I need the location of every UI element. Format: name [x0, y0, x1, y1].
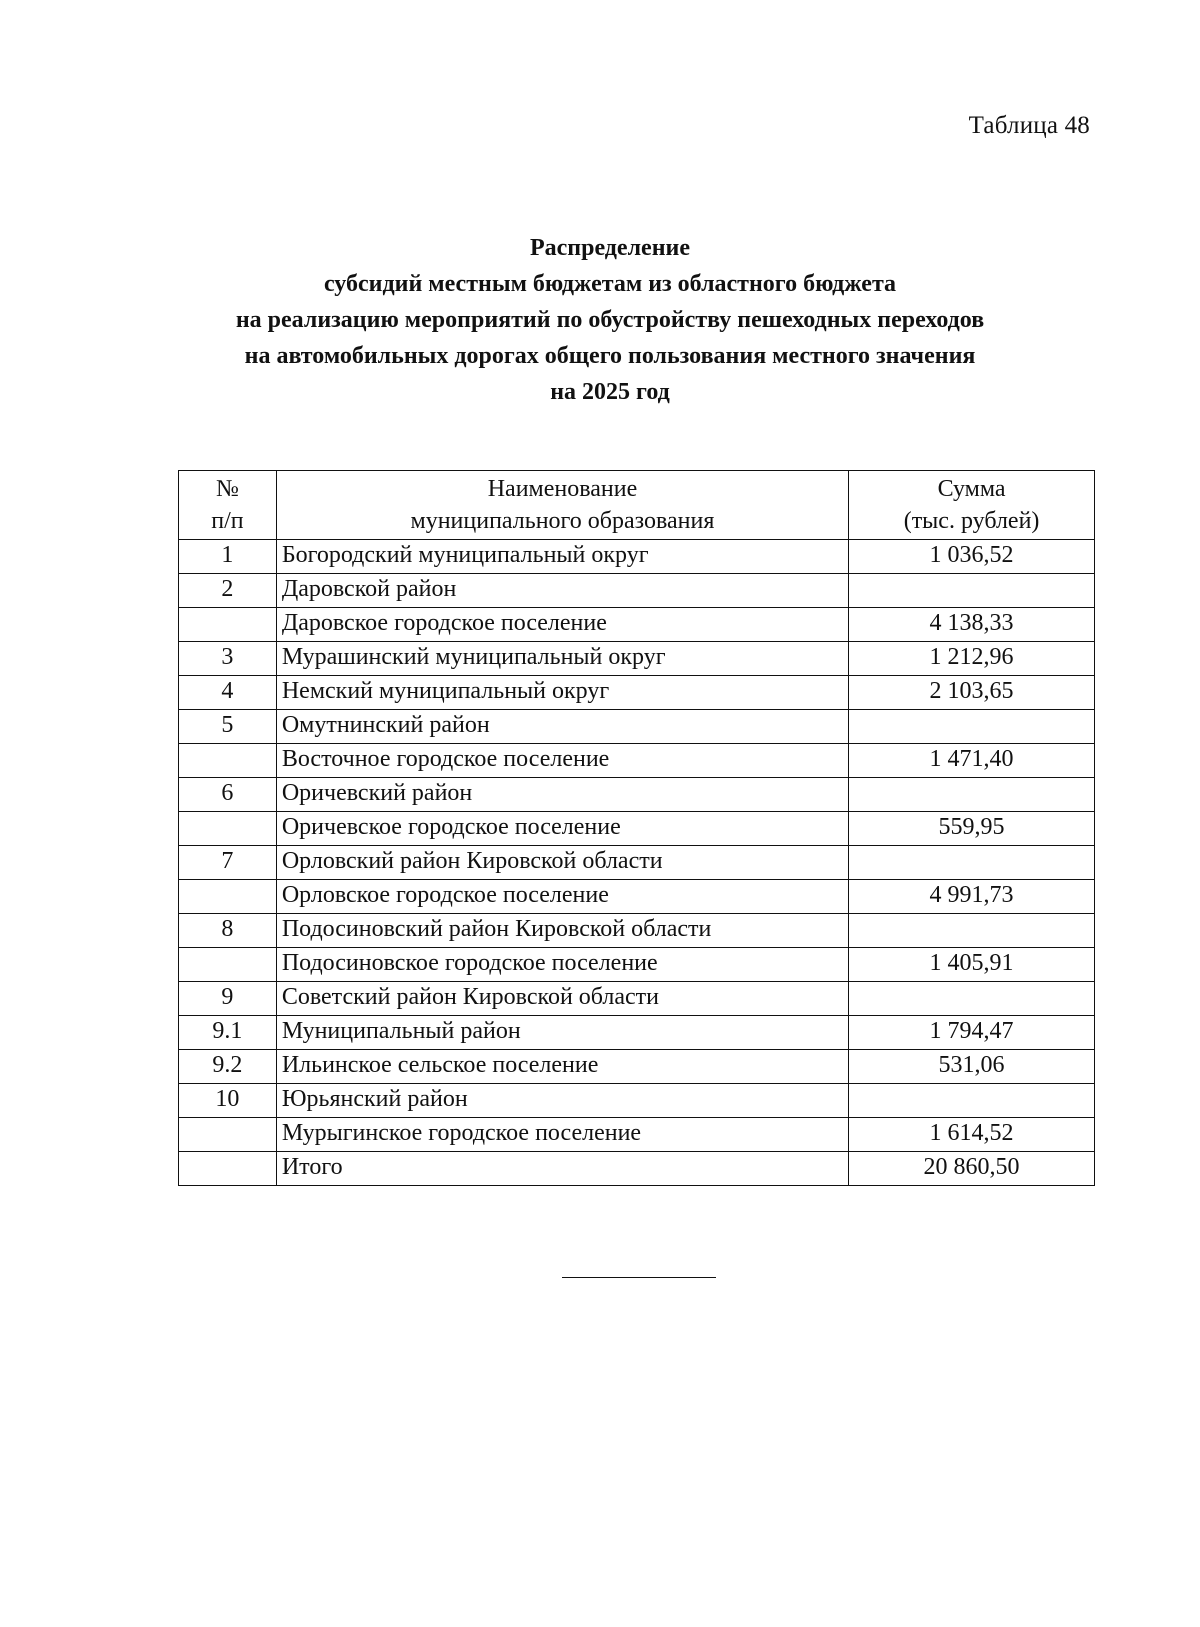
table-row	[179, 1084, 1095, 1118]
header-sum	[849, 471, 1095, 540]
row-number: 5	[179, 710, 277, 744]
row-sum: 4 138,33	[849, 608, 1095, 642]
row-sum: 1 794,47	[849, 1016, 1095, 1050]
row-number: 4	[179, 676, 277, 710]
table-row	[179, 710, 1095, 744]
table-row	[179, 880, 1095, 914]
row-name: Даровской район	[276, 574, 848, 608]
table-row	[179, 914, 1095, 948]
row-name: Ильинское сельское поселение	[276, 1050, 848, 1084]
row-number: 6	[179, 778, 277, 812]
title-line: субсидий местным бюджетам из областного бюджета	[323, 271, 897, 297]
table-header-row	[179, 471, 1095, 540]
row-name: Юрьянский район	[276, 1084, 848, 1118]
row-name: Омутнинский район	[276, 710, 848, 744]
header-number	[179, 471, 277, 540]
row-sum: 1 036,52	[849, 540, 1095, 574]
header-name-line1: Наименование	[487, 476, 638, 502]
title-line: Распределение	[529, 235, 691, 261]
header-sum-line1: Сумма	[937, 476, 1006, 502]
row-sum: 1 212,96	[849, 642, 1095, 676]
total-label: Итого	[276, 1152, 848, 1186]
row-number	[179, 948, 277, 982]
row-sum: 2 103,65	[849, 676, 1095, 710]
table-row	[179, 982, 1095, 1016]
row-number: 9.2	[179, 1050, 277, 1084]
row-name: Богородский муниципальный округ	[276, 540, 848, 574]
table-row	[179, 744, 1095, 778]
header-number-line2: п/п	[211, 508, 244, 534]
row-name: Подосиновское городское поселение	[276, 948, 848, 982]
table-row	[179, 846, 1095, 880]
end-divider	[562, 1277, 716, 1278]
table-row	[179, 608, 1095, 642]
table-number: Таблица 48	[968, 112, 1090, 139]
row-number: 9	[179, 982, 277, 1016]
row-sum	[849, 778, 1095, 812]
row-name: Оричевское городское поселение	[276, 812, 848, 846]
row-number: 8	[179, 914, 277, 948]
row-name: Муниципальный район	[276, 1016, 848, 1050]
header-sum-line2: (тыс. рублей)	[903, 508, 1040, 534]
table-row	[179, 1050, 1095, 1084]
title-line: на автомобильных дорогах общего пользования местного значения	[244, 343, 976, 369]
table-row	[179, 1016, 1095, 1050]
row-sum	[849, 574, 1095, 608]
row-name: Орловское городское поселение	[276, 880, 848, 914]
row-number: 2	[179, 574, 277, 608]
header-name-line2: муниципального образования	[410, 508, 715, 534]
title-line: на реализацию мероприятий по обустройству пешеходных переходов	[235, 307, 985, 333]
row-number	[179, 880, 277, 914]
row-sum	[849, 710, 1095, 744]
row-name: Даровское городское поселение	[276, 608, 848, 642]
row-sum	[849, 982, 1095, 1016]
table-row	[179, 540, 1095, 574]
table-row	[179, 1118, 1095, 1152]
row-name: Немский муниципальный округ	[276, 676, 848, 710]
table-total-row	[179, 1152, 1095, 1186]
subsidy-table	[178, 470, 1095, 1186]
row-name: Оричевский район	[276, 778, 848, 812]
row-number: 1	[179, 540, 277, 574]
row-number	[179, 744, 277, 778]
row-number	[179, 1118, 277, 1152]
row-name: Советский район Кировской области	[276, 982, 848, 1016]
total-sum: 20 860,50	[849, 1152, 1095, 1186]
table-row	[179, 642, 1095, 676]
table-row	[179, 778, 1095, 812]
row-number: 9.1	[179, 1016, 277, 1050]
row-name: Мурашинский муниципальный округ	[276, 642, 848, 676]
row-name: Мурыгинское городское поселение	[276, 1118, 848, 1152]
header-name	[276, 471, 848, 540]
row-name: Подосиновский район Кировской области	[276, 914, 848, 948]
table-row	[179, 574, 1095, 608]
row-sum	[849, 846, 1095, 880]
row-number: 7	[179, 846, 277, 880]
row-name: Орловский район Кировской области	[276, 846, 848, 880]
table-row	[179, 812, 1095, 846]
document-title	[130, 230, 1090, 410]
row-sum	[849, 1084, 1095, 1118]
row-sum	[849, 914, 1095, 948]
row-sum: 1 614,52	[849, 1118, 1095, 1152]
row-number	[179, 1152, 277, 1186]
header-number-line1: №	[215, 476, 239, 502]
row-number: 3	[179, 642, 277, 676]
title-line: на 2025 год	[550, 379, 670, 405]
row-name: Восточное городское поселение	[276, 744, 848, 778]
row-sum: 559,95	[849, 812, 1095, 846]
row-number	[179, 608, 277, 642]
row-sum: 1 471,40	[849, 744, 1095, 778]
row-sum: 4 991,73	[849, 880, 1095, 914]
row-number: 10	[179, 1084, 277, 1118]
row-sum: 1 405,91	[849, 948, 1095, 982]
row-number	[179, 812, 277, 846]
table-row	[179, 948, 1095, 982]
row-sum: 531,06	[849, 1050, 1095, 1084]
table-row	[179, 676, 1095, 710]
